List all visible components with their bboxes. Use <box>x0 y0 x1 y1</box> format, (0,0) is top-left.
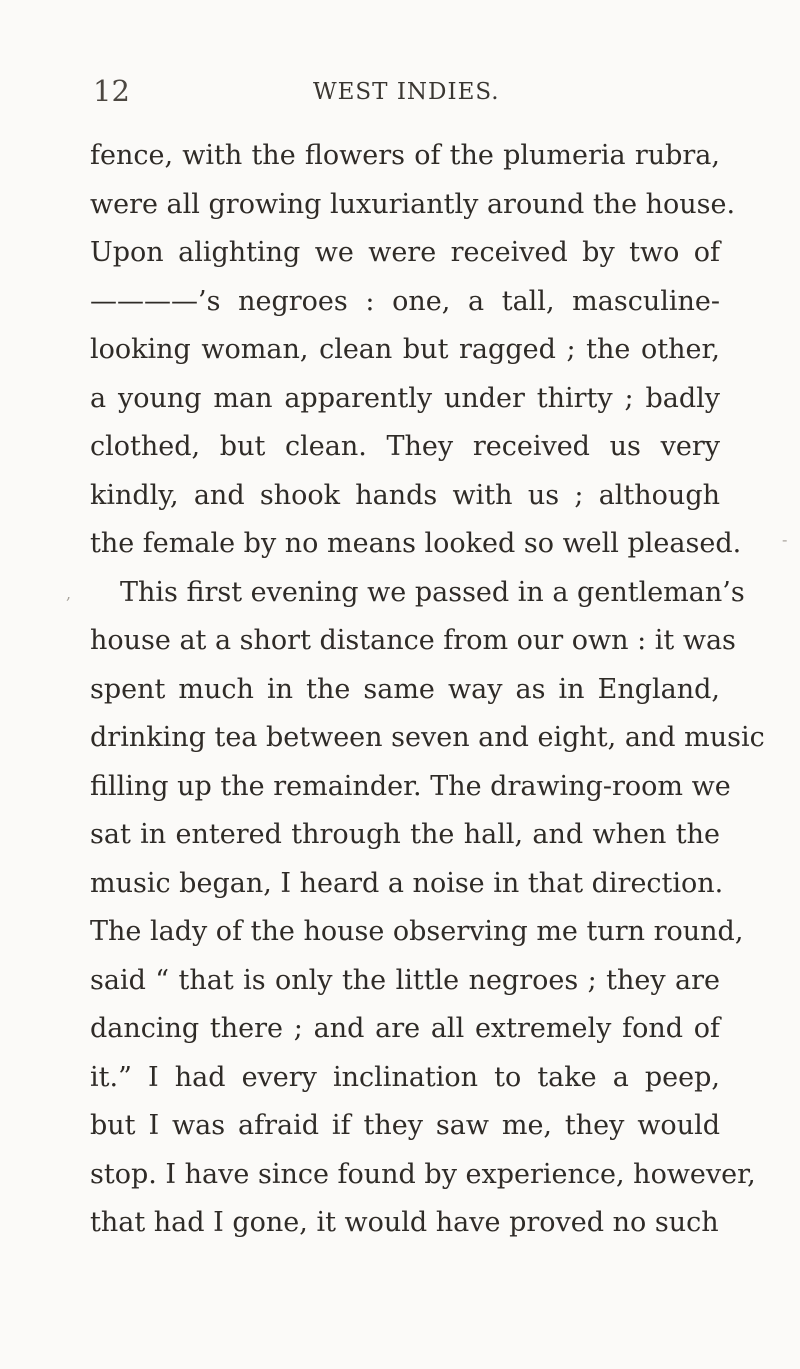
text-line: The lady of the house observing me turn round, <box>90 916 744 947</box>
running-title: WEST INDIES. <box>313 79 500 105</box>
text-line: filling up the remainder. The drawing-room we <box>90 770 731 802</box>
page-number: 12 <box>93 74 130 108</box>
text-line: sat in entered through the hall, and when the <box>90 819 720 850</box>
text-line: were all growing luxuriantly around the house. <box>90 188 736 220</box>
margin-speck: - <box>782 530 788 549</box>
text-line: that had I gone, it would have proved no such <box>90 1207 719 1238</box>
text-line: house at a short distance from our own : it was <box>90 625 736 656</box>
text-line: the female by no means looked so well pleased. <box>90 528 742 559</box>
text-line: drinking tea between seven and eight, and music <box>90 722 765 753</box>
text-line: ————’s negroes : one, a tall, masculine- <box>90 285 720 317</box>
text-line: but I was afraid if they saw me, they would <box>90 1110 720 1141</box>
text-line: it.” I had every inclination to take a peep, <box>90 1061 720 1093</box>
text-line: a young man apparently under thirty ; badly <box>90 382 720 414</box>
text-line: clothed, but clean. They received us very <box>90 431 720 462</box>
text-line: This first evening we passed in a gentleman’s <box>120 576 745 608</box>
text-line: music began, I heard a noise in that direction. <box>90 867 724 899</box>
text-line: stop. I have since found by experience, however, <box>90 1158 756 1190</box>
text-line: kindly, and shook hands with us ; although <box>90 479 720 511</box>
text-line: looking woman, clean but ragged ; the other, <box>90 334 720 365</box>
body-text <box>90 132 765 1248</box>
text-line: spent much in the same way as in England, <box>90 673 720 705</box>
text-line: fence, with the flowers of the plumeria rubra, <box>90 140 720 171</box>
text-line: dancing there ; and are all extremely fond of <box>90 1013 720 1044</box>
text-line: said “ that is only the little negroes ; they are <box>90 964 720 996</box>
margin-speck: , <box>66 584 72 603</box>
text-line: Upon alighting we were received by two of <box>90 237 720 268</box>
